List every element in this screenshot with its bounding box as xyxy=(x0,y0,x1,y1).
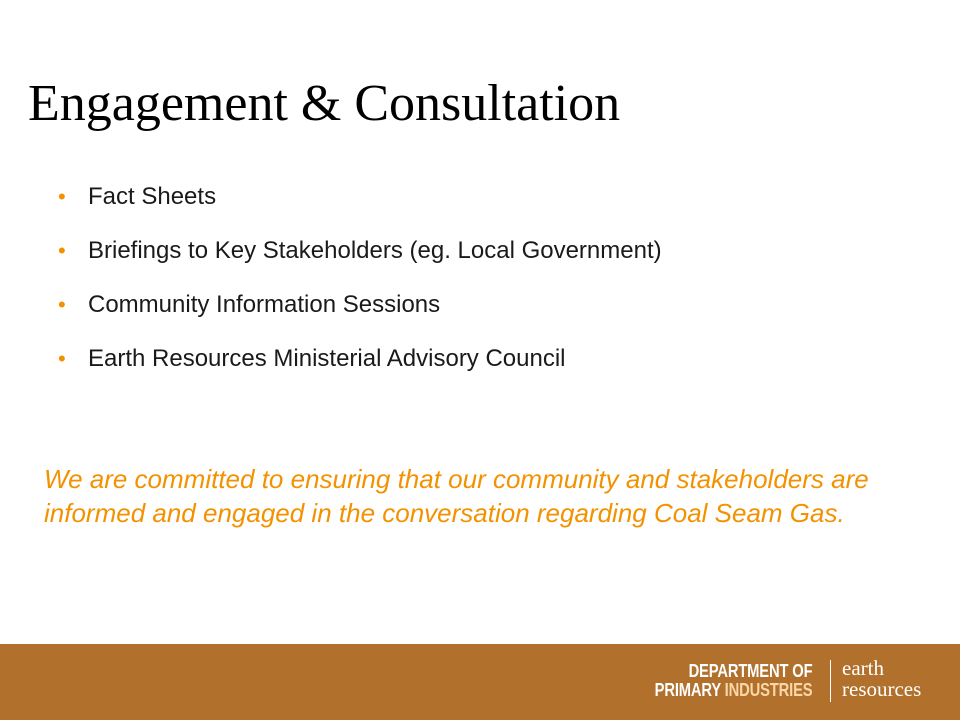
bullet-item xyxy=(58,282,662,328)
department-logo-primary: PRIMARY xyxy=(654,680,725,700)
bullet-text: Briefings to Key Stakeholders (eg. Local Government) xyxy=(88,237,662,264)
earth-resources-line1: earth xyxy=(842,656,884,680)
bullet-text: Community Information Sessions xyxy=(88,291,441,318)
department-logo xyxy=(654,662,812,700)
bullet-icon: • xyxy=(58,292,66,317)
bullet-item xyxy=(58,174,662,220)
logo-divider xyxy=(830,660,831,702)
footer-bar xyxy=(0,644,960,720)
bullet-item xyxy=(58,228,662,274)
commitment-statement: We are committed to ensuring that our community and stakeholders are informed and engaged in the conversation regarding Coal Seam Gas. xyxy=(44,464,869,528)
earth-resources-logo xyxy=(842,658,921,700)
earth-resources-line2: resources xyxy=(842,677,922,701)
bullet-item xyxy=(58,336,662,382)
bullet-icon: • xyxy=(58,238,66,263)
bullet-text: Earth Resources Ministerial Advisory Council xyxy=(88,345,566,372)
bullet-list xyxy=(58,174,662,390)
bullet-icon: • xyxy=(58,346,66,371)
slide-title: Engagement & Consultation xyxy=(28,75,621,132)
bullet-text: Fact Sheets xyxy=(88,183,217,210)
department-logo-industries: INDUSTRIES xyxy=(724,680,812,700)
department-logo-line1: DEPARTMENT OF xyxy=(688,661,812,681)
department-logo-line2 xyxy=(654,681,812,700)
bullet-icon: • xyxy=(58,184,66,209)
